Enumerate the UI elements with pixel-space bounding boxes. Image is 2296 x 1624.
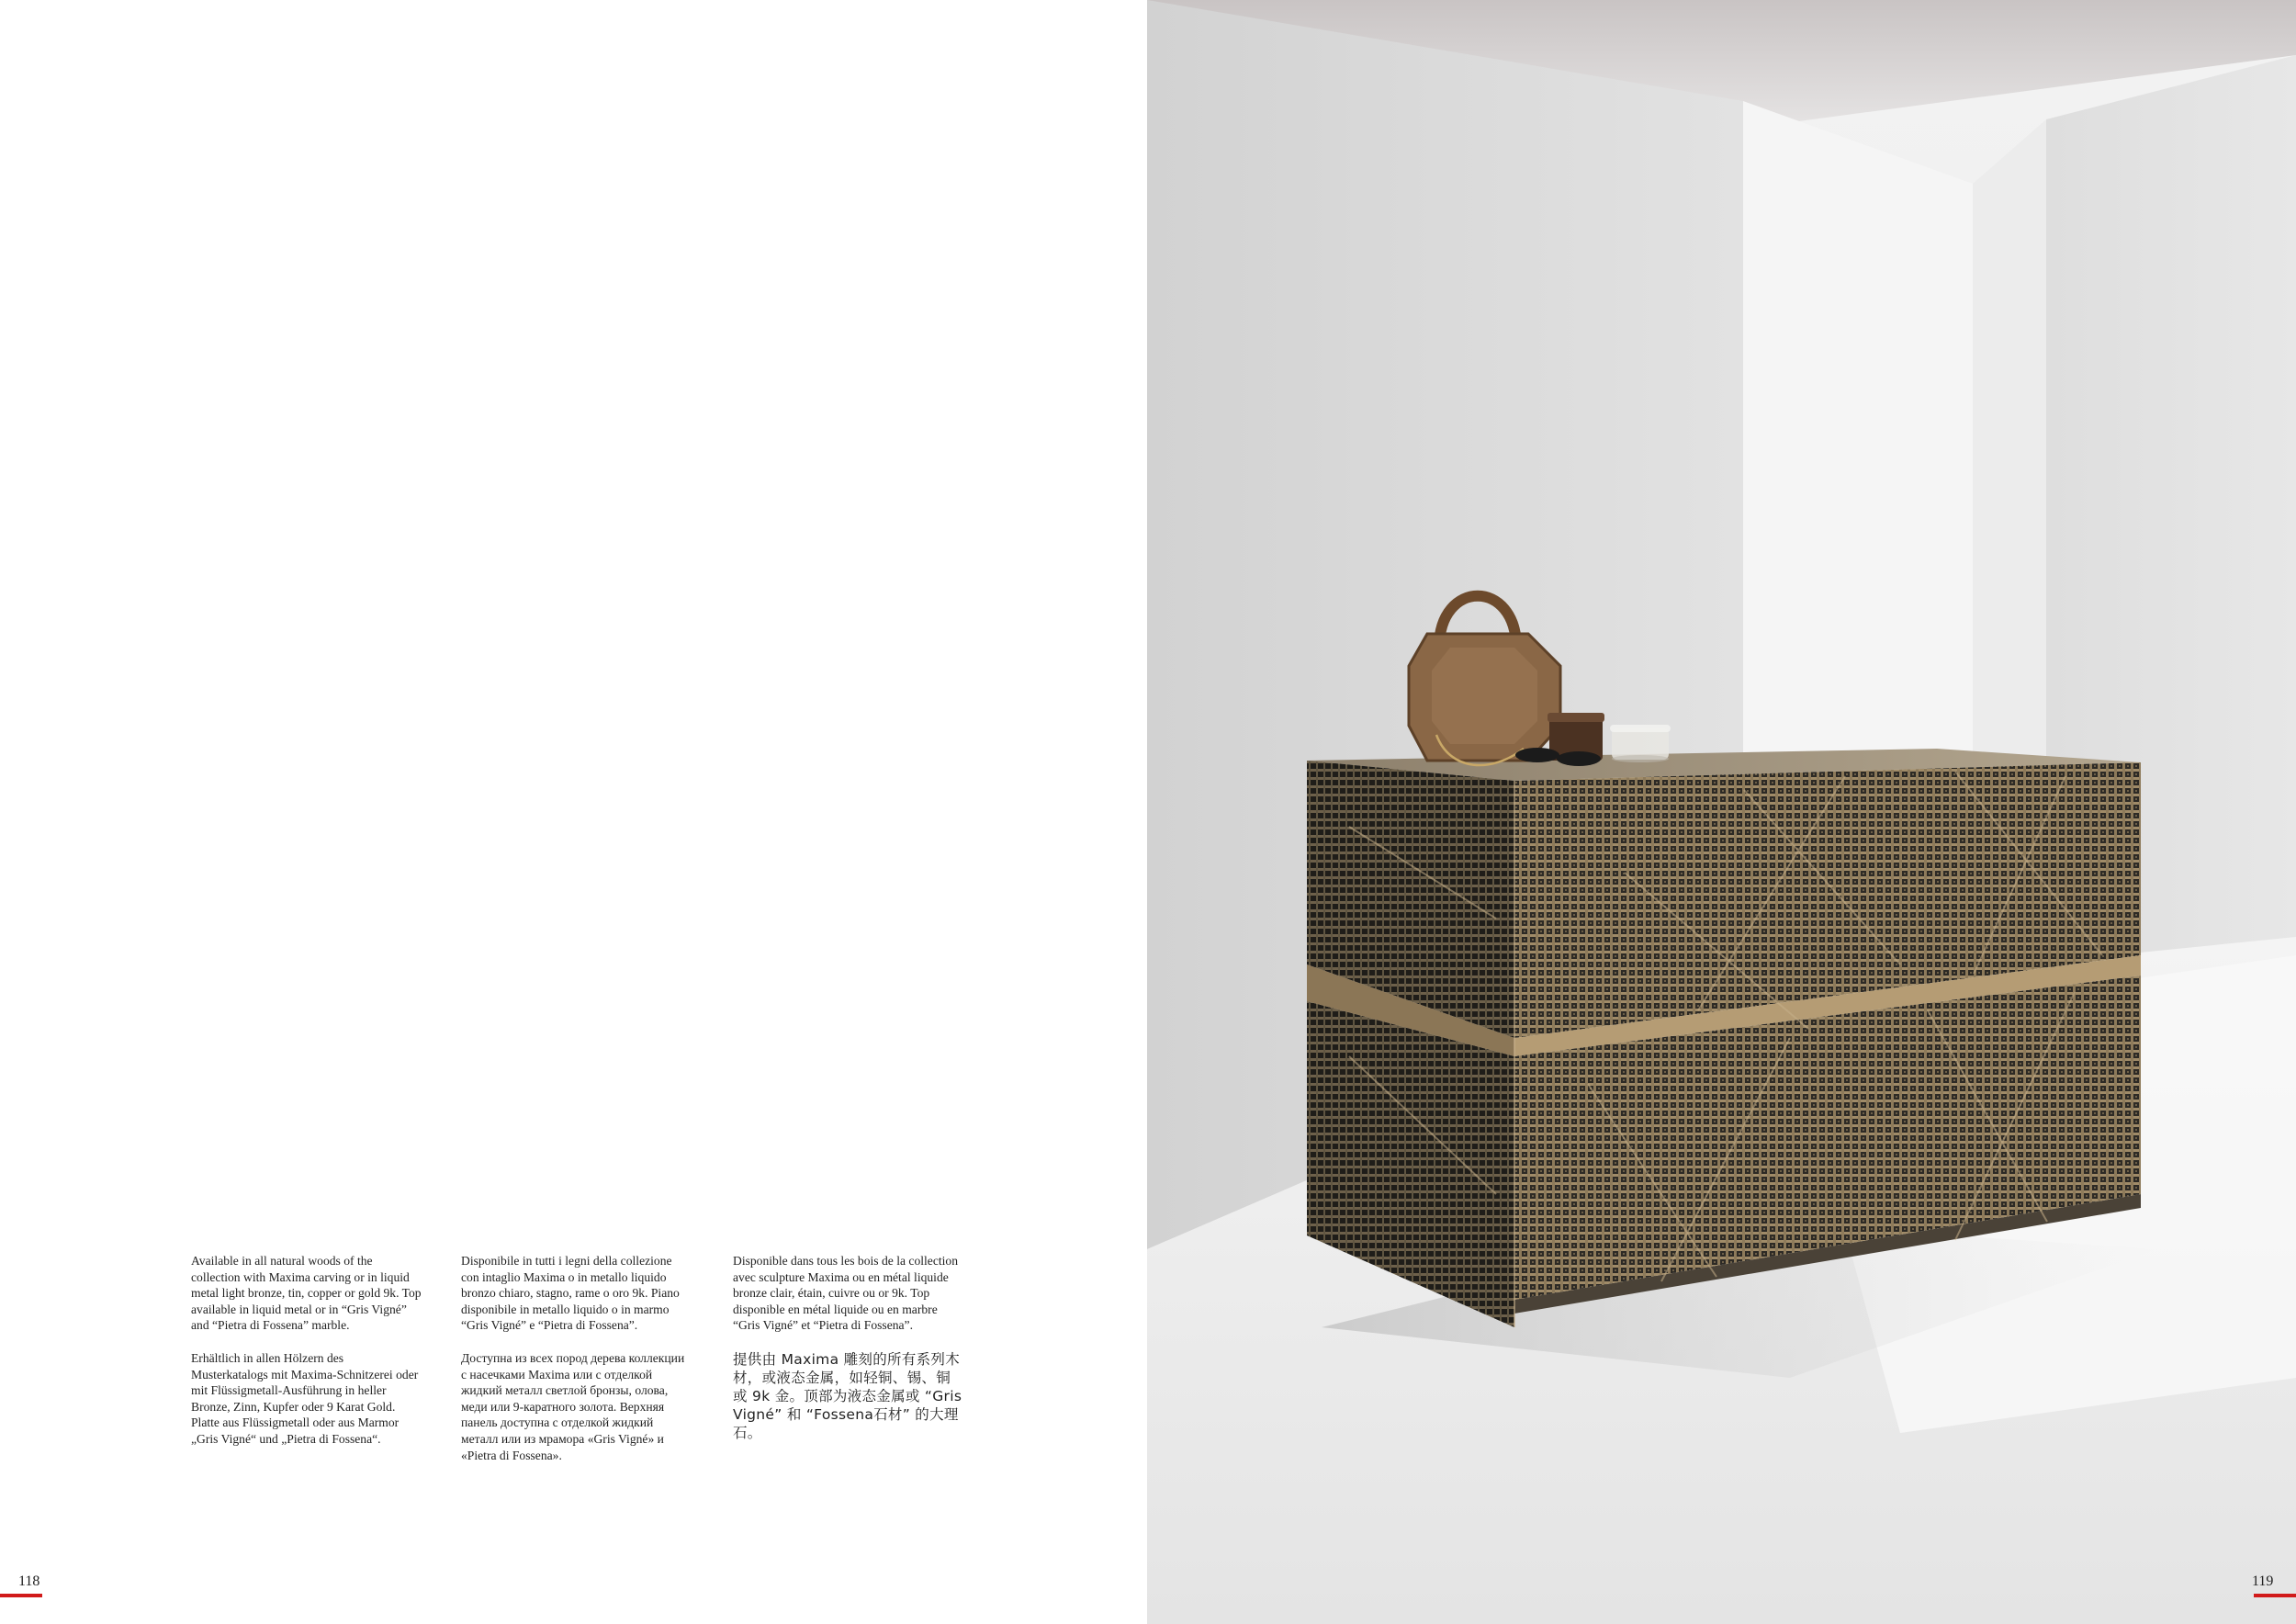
paragraph-french: Disponible dans tous les bois de la collection avec sculpture Maxima ou en métal liquide bronze clair, étain, cuivre ou or 9k. Top disponible en métal liquide ou en marbre “Gris Vigné” et “Pietra di Fossena”. — [733, 1254, 959, 1333]
paragraph-german: Erhältlich in allen Hölzern des Musterkatalogs mit Maxima-Schnitzerei oder mit Flüssigmetall-Ausführung in heller Bronze, Zinn, Kupfer oder 9 Karat Gold. Platte aus Flüssigmetall oder aus Marmor „Gris Vigné“ und „Pietra di Fossena“. — [191, 1350, 419, 1446]
paragraph-russian: Доступна из всех пород дерева коллекции с насечками Maxima или с отделкой жидкий металл светлой бронзы, олова, меди или 9-каратного золота. Верхняя панель доступна с отделкой жидкий металл или из мрамора «Gris Vigné» и «Pietra di Fossena». — [461, 1350, 685, 1462]
right-page — [1147, 0, 2296, 1624]
product-photo — [1147, 0, 2296, 1624]
paragraph-chinese: 提供由 Maxima 雕刻的所有系列木材，或液态金属，如轻铜、锡、铜或 9k 金。顶部为液态金属或 “Gris Vigné” 和 “Fossena石材” 的大理石。 — [733, 1350, 962, 1441]
page-number-right: 119 — [2252, 1573, 2274, 1589]
text-column-2 — [461, 1253, 692, 1480]
text-column-3 — [733, 1253, 964, 1459]
left-page — [0, 0, 1147, 1624]
paragraph-italian: Disponibile in tutti i legni della collezione con intaglio Maxima o in metallo liquido bronzo chiaro, stagno, rame o oro 9k. Piano disponibile in metallo liquido o in marmo “Gris Vigné” e “Pietra di Fossena”. — [461, 1254, 680, 1333]
text-column-1 — [191, 1253, 422, 1464]
page-number-rule-left — [0, 1594, 42, 1597]
page-number-rule-right — [2254, 1594, 2296, 1597]
page-number-left: 118 — [18, 1573, 40, 1589]
paragraph-english: Available in all natural woods of the collection with Maxima carving or in liquid metal light bronze, tin, copper or gold 9k. Top available in liquid metal or in “Gris Vigné” and “Pietra di Fossena” marble. — [191, 1254, 422, 1333]
